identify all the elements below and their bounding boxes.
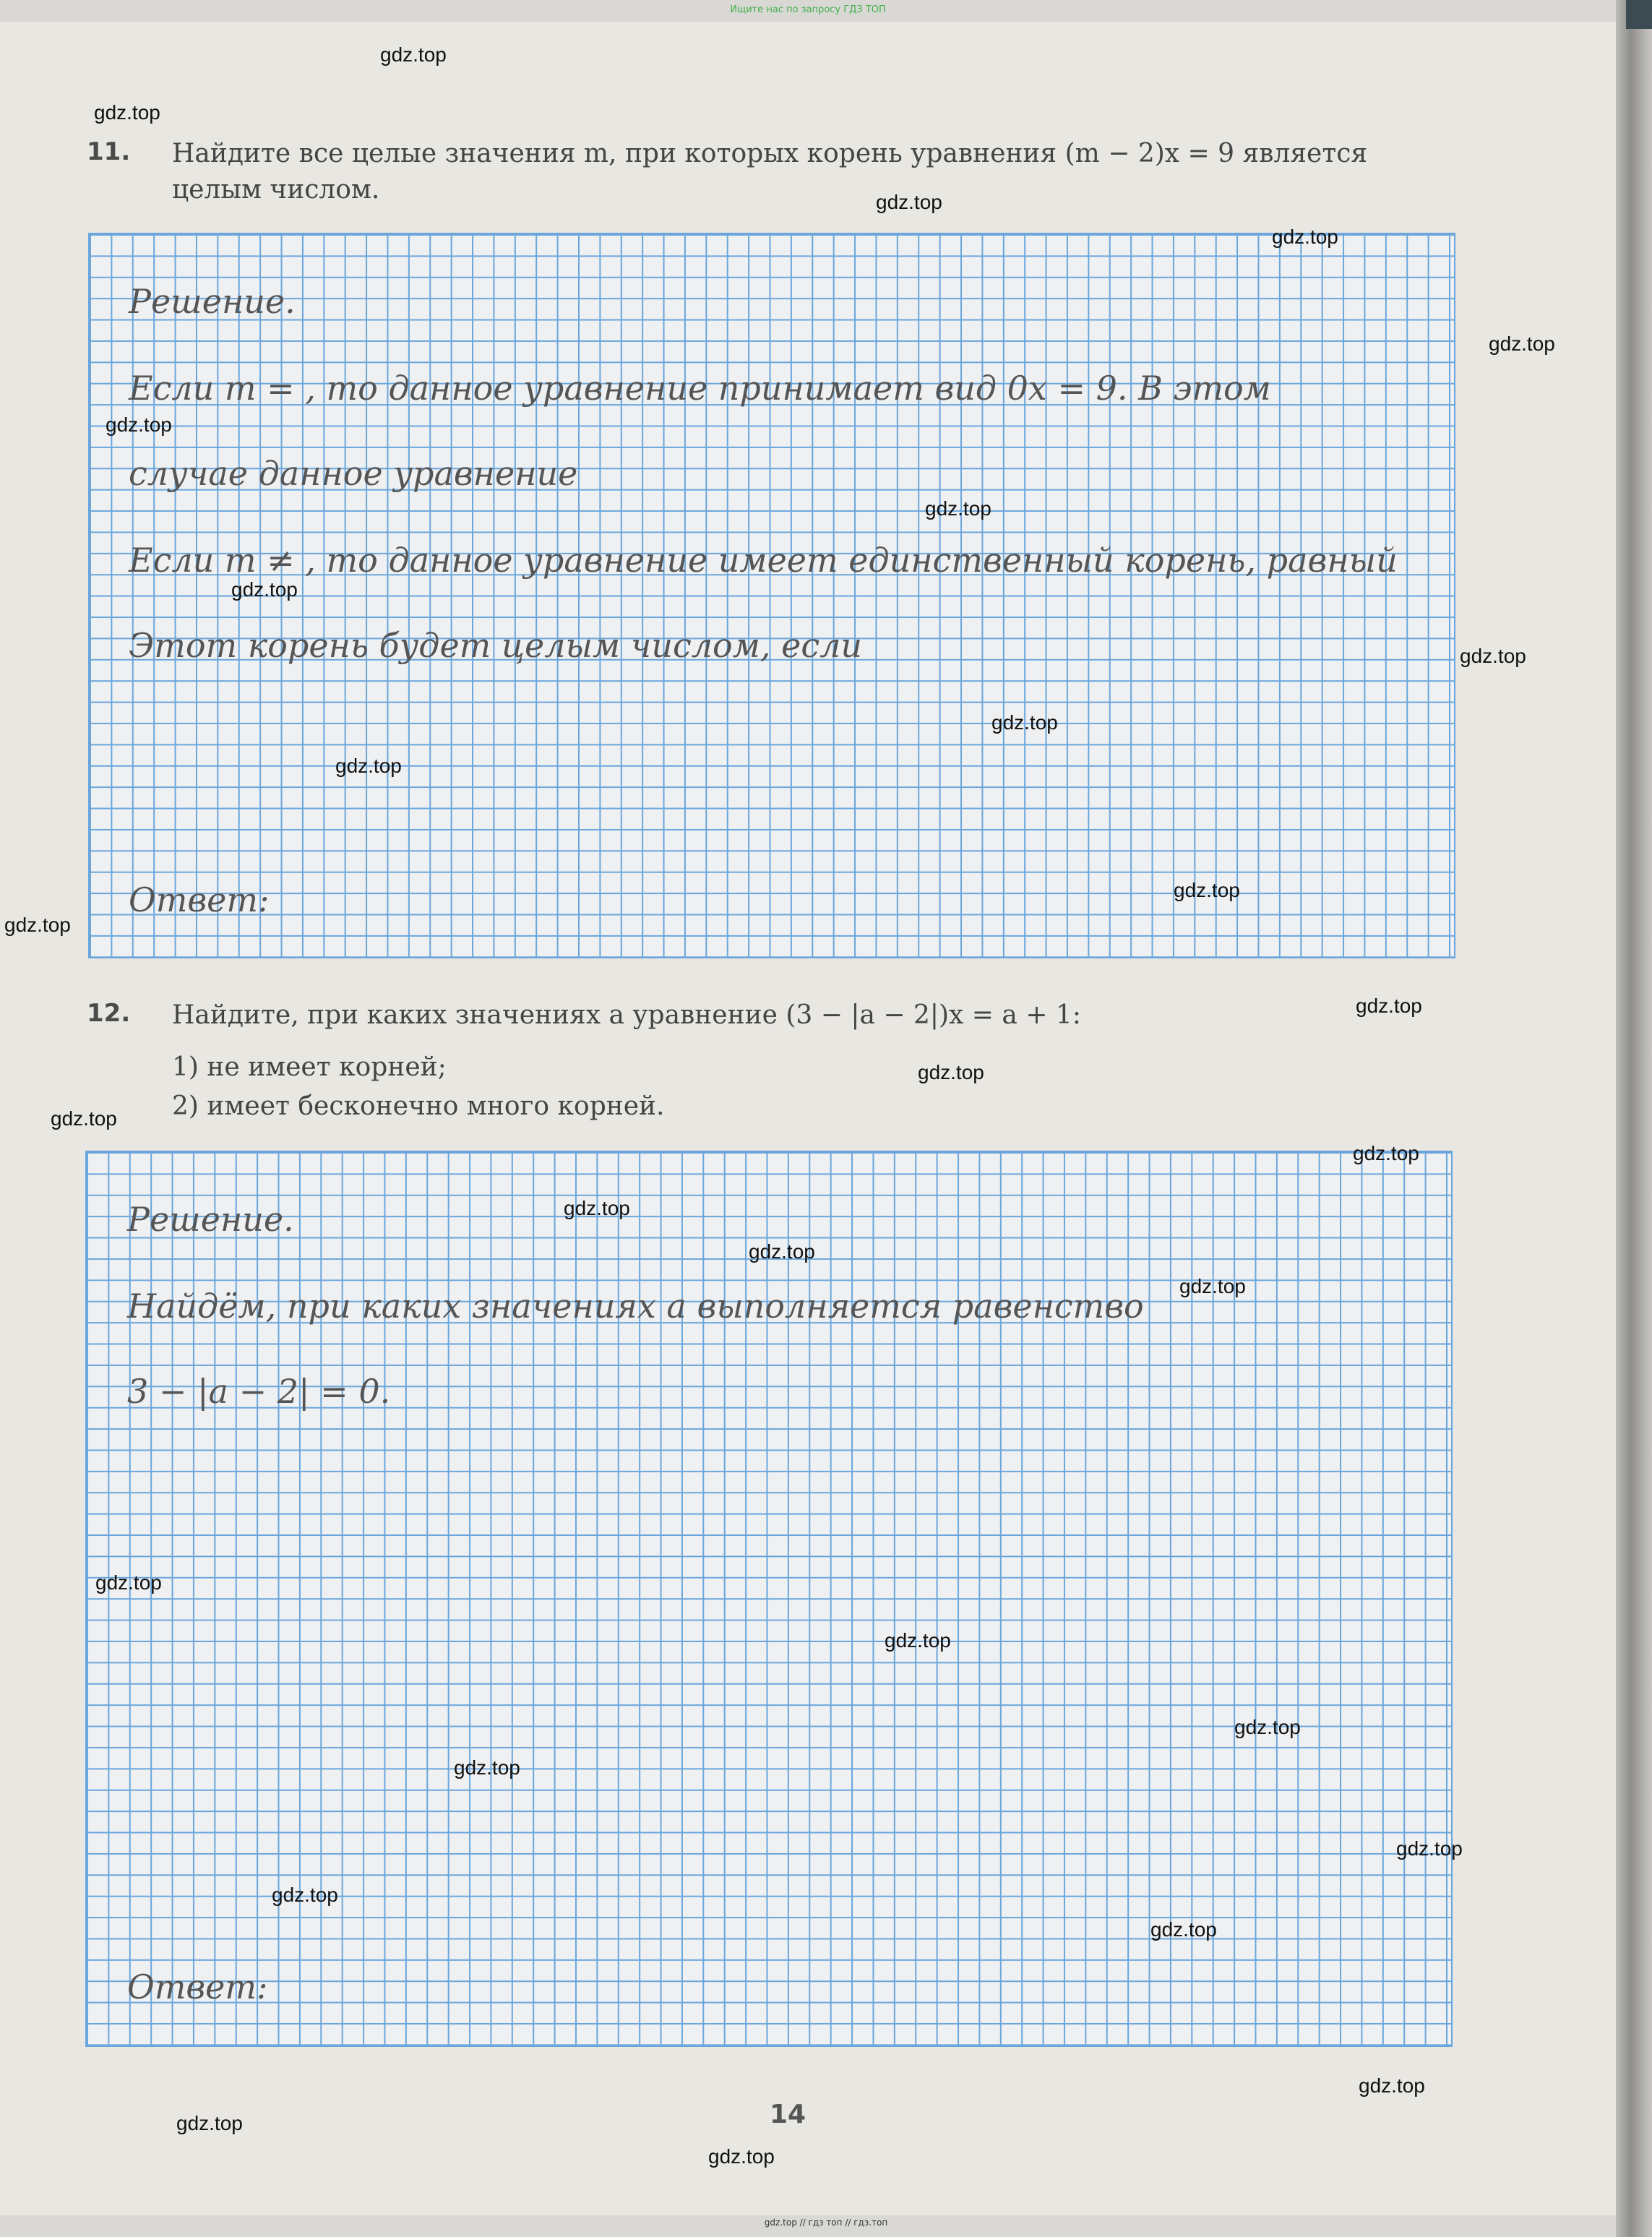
task-11-number: 11. <box>87 137 131 166</box>
watermark: gdz.top <box>1150 1918 1217 1941</box>
page-edge <box>1616 0 1652 2237</box>
watermark: gdz.top <box>991 711 1058 734</box>
watermark: gdz.top <box>1179 1275 1246 1297</box>
top-banner[interactable]: Ищите нас по запросу ГДЗ ТОП <box>730 4 886 15</box>
task-12-grid[interactable] <box>85 1151 1453 2047</box>
page-number: 14 <box>770 2100 806 2129</box>
watermark: gdz.top <box>876 191 942 213</box>
task-12-solution-line-1: Найдём, при каких значениях a выполняется равенство <box>127 1287 1144 1326</box>
task-12-item-2: 2) имеет бесконечно много корней. <box>172 1091 665 1121</box>
page-corner <box>1626 0 1652 29</box>
watermark: gdz.top <box>885 1629 951 1652</box>
watermark: gdz.top <box>4 914 71 936</box>
watermark: gdz.top <box>1356 995 1422 1017</box>
task-11-solution-line-4: Этот корень будет целым числом, если <box>129 626 863 665</box>
watermark: gdz.top <box>1353 1142 1419 1164</box>
watermark: gdz.top <box>51 1107 117 1130</box>
task-12-line-1: Найдите, при каких значениях a уравнение (3 − |a − 2|)x = a + 1: <box>172 1000 1081 1030</box>
watermark: gdz.top <box>1460 645 1526 667</box>
watermark: gdz.top <box>1174 879 1240 901</box>
watermark: gdz.top <box>380 43 447 66</box>
task-11-solution-label: Решение. <box>129 282 296 321</box>
watermark: gdz.top <box>1396 1837 1463 1860</box>
watermark: gdz.top <box>231 578 298 601</box>
watermark: gdz.top <box>749 1240 815 1263</box>
task-11-line-1: Найдите все целые значения m, при которых корень уравнения (m − 2)x = 9 является <box>172 139 1368 168</box>
footer[interactable]: gdz.top // гдз топ // гдз.топ <box>764 2217 888 2228</box>
watermark: gdz.top <box>1489 332 1555 355</box>
watermark: gdz.top <box>1272 226 1338 248</box>
watermark: gdz.top <box>335 755 402 777</box>
watermark: gdz.top <box>708 2145 775 2168</box>
task-12-answer-label: Ответ: <box>127 1967 268 2006</box>
task-11-solution-line-3: Если m ≠ , то данное уравнение имеет единственный корень, равный <box>129 541 1398 580</box>
task-12-solution-line-2: 3 − |a − 2| = 0. <box>127 1372 391 1411</box>
task-11-solution-line-2: случае данное уравнение <box>129 454 578 493</box>
task-12-solution-label: Решение. <box>127 1200 294 1239</box>
watermark: gdz.top <box>564 1197 630 1219</box>
watermark: gdz.top <box>94 101 160 124</box>
task-11-line-2: целым числом. <box>172 175 380 205</box>
watermark: gdz.top <box>106 413 172 436</box>
watermark: gdz.top <box>1234 1716 1301 1738</box>
task-12-item-1: 1) не имеет корней; <box>172 1052 447 1082</box>
watermark: gdz.top <box>925 497 991 520</box>
watermark: gdz.top <box>272 1884 338 1906</box>
task-11-answer-label: Ответ: <box>129 880 270 919</box>
task-11-solution-line-1: Если m = , то данное уравнение принимает вид 0x = 9. В этом <box>129 369 1271 408</box>
watermark: gdz.top <box>1359 2074 1425 2097</box>
watermark: gdz.top <box>95 1571 162 1594</box>
watermark: gdz.top <box>918 1061 984 1083</box>
task-12-number: 12. <box>87 999 131 1028</box>
watermark: gdz.top <box>176 2112 243 2134</box>
watermark: gdz.top <box>454 1756 520 1779</box>
